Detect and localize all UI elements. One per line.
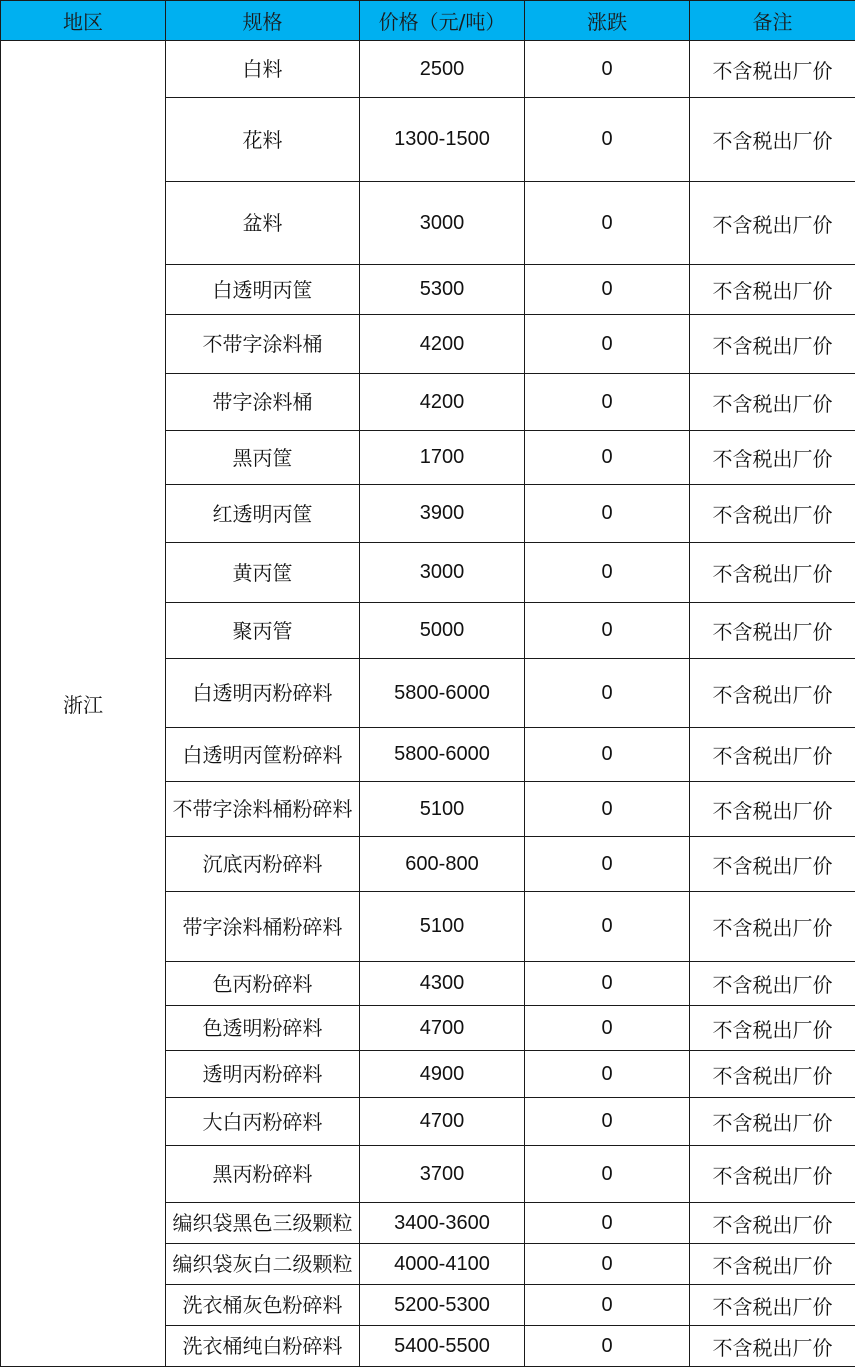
header-change: 涨跌 — [525, 1, 690, 41]
note-cell: 不含税出厂价 — [690, 728, 855, 782]
spec-cell: 白透明丙筐 — [166, 265, 360, 315]
price-cell: 4700 — [360, 1006, 525, 1051]
price-cell: 5200-5300 — [360, 1285, 525, 1326]
change-cell: 0 — [525, 41, 690, 98]
change-cell: 0 — [525, 1146, 690, 1203]
note-cell: 不含税出厂价 — [690, 1098, 855, 1146]
change-cell: 0 — [525, 485, 690, 543]
spec-cell: 不带字涂料桶粉碎料 — [166, 782, 360, 837]
spec-cell: 编织袋黑色三级颗粒 — [166, 1203, 360, 1244]
price-cell: 5100 — [360, 892, 525, 962]
change-cell: 0 — [525, 431, 690, 485]
note-cell: 不含税出厂价 — [690, 315, 855, 374]
region-cell: 浙江 — [1, 41, 166, 1367]
spec-cell: 黄丙筐 — [166, 543, 360, 603]
price-cell: 4200 — [360, 374, 525, 431]
change-cell: 0 — [525, 962, 690, 1006]
spec-cell: 白透明丙筐粉碎料 — [166, 728, 360, 782]
change-cell: 0 — [525, 98, 690, 182]
change-cell: 0 — [525, 182, 690, 265]
note-cell: 不含税出厂价 — [690, 431, 855, 485]
change-cell: 0 — [525, 315, 690, 374]
note-cell: 不含税出厂价 — [690, 485, 855, 543]
spec-cell: 黑丙粉碎料 — [166, 1146, 360, 1203]
note-cell: 不含税出厂价 — [690, 1203, 855, 1244]
change-cell: 0 — [525, 1285, 690, 1326]
spec-cell: 红透明丙筐 — [166, 485, 360, 543]
note-cell: 不含税出厂价 — [690, 1051, 855, 1098]
price-cell: 3700 — [360, 1146, 525, 1203]
price-cell: 5800-6000 — [360, 728, 525, 782]
spec-cell: 白料 — [166, 41, 360, 98]
spec-cell: 色透明粉碎料 — [166, 1006, 360, 1051]
change-cell: 0 — [525, 374, 690, 431]
price-cell: 600-800 — [360, 837, 525, 892]
spec-cell: 沉底丙粉碎料 — [166, 837, 360, 892]
spec-cell: 洗衣桶灰色粉碎料 — [166, 1285, 360, 1326]
change-cell: 0 — [525, 1326, 690, 1367]
header-spec: 规格 — [166, 1, 360, 41]
note-cell: 不含税出厂价 — [690, 265, 855, 315]
note-cell: 不含税出厂价 — [690, 374, 855, 431]
table-row — [1, 41, 855, 98]
note-cell: 不含税出厂价 — [690, 782, 855, 837]
spec-cell: 聚丙管 — [166, 603, 360, 659]
price-cell: 1300-1500 — [360, 98, 525, 182]
note-cell: 不含税出厂价 — [690, 1146, 855, 1203]
change-cell: 0 — [525, 782, 690, 837]
spec-cell: 色丙粉碎料 — [166, 962, 360, 1006]
spec-cell: 不带字涂料桶 — [166, 315, 360, 374]
change-cell: 0 — [525, 837, 690, 892]
price-cell: 5800-6000 — [360, 659, 525, 728]
note-cell: 不含税出厂价 — [690, 659, 855, 728]
header-price: 价格（元/吨） — [360, 1, 525, 41]
note-cell: 不含税出厂价 — [690, 962, 855, 1006]
change-cell: 0 — [525, 892, 690, 962]
spec-cell: 盆料 — [166, 182, 360, 265]
change-cell: 0 — [525, 543, 690, 603]
change-cell: 0 — [525, 659, 690, 728]
note-cell: 不含税出厂价 — [690, 1006, 855, 1051]
note-cell: 不含税出厂价 — [690, 1244, 855, 1285]
note-cell: 不含税出厂价 — [690, 98, 855, 182]
price-cell: 3400-3600 — [360, 1203, 525, 1244]
spec-cell: 洗衣桶纯白粉碎料 — [166, 1326, 360, 1367]
note-cell: 不含税出厂价 — [690, 41, 855, 98]
change-cell: 0 — [525, 603, 690, 659]
price-cell: 4700 — [360, 1098, 525, 1146]
note-cell: 不含税出厂价 — [690, 182, 855, 265]
spec-cell: 白透明丙粉碎料 — [166, 659, 360, 728]
note-cell: 不含税出厂价 — [690, 543, 855, 603]
change-cell: 0 — [525, 1051, 690, 1098]
price-cell: 3900 — [360, 485, 525, 543]
price-cell: 5300 — [360, 265, 525, 315]
price-cell: 4200 — [360, 315, 525, 374]
spec-cell: 大白丙粉碎料 — [166, 1098, 360, 1146]
change-cell: 0 — [525, 728, 690, 782]
price-cell: 4000-4100 — [360, 1244, 525, 1285]
note-cell: 不含税出厂价 — [690, 837, 855, 892]
header-region: 地区 — [1, 1, 166, 41]
change-cell: 0 — [525, 1203, 690, 1244]
change-cell: 0 — [525, 1244, 690, 1285]
price-cell: 3000 — [360, 543, 525, 603]
change-cell: 0 — [525, 1006, 690, 1051]
change-cell: 0 — [525, 1098, 690, 1146]
note-cell: 不含税出厂价 — [690, 603, 855, 659]
price-cell: 4300 — [360, 962, 525, 1006]
spec-cell: 编织袋灰白二级颗粒 — [166, 1244, 360, 1285]
spec-cell: 黑丙筐 — [166, 431, 360, 485]
price-cell: 5400-5500 — [360, 1326, 525, 1367]
price-cell: 4900 — [360, 1051, 525, 1098]
price-cell: 5100 — [360, 782, 525, 837]
spec-cell: 花料 — [166, 98, 360, 182]
header-note: 备注 — [690, 1, 855, 41]
change-cell: 0 — [525, 265, 690, 315]
table-body — [1, 41, 855, 1367]
price-cell: 3000 — [360, 182, 525, 265]
note-cell: 不含税出厂价 — [690, 1326, 855, 1367]
spec-cell: 带字涂料桶粉碎料 — [166, 892, 360, 962]
spec-cell: 透明丙粉碎料 — [166, 1051, 360, 1098]
price-cell: 1700 — [360, 431, 525, 485]
price-cell: 5000 — [360, 603, 525, 659]
spec-cell: 带字涂料桶 — [166, 374, 360, 431]
price-cell: 2500 — [360, 41, 525, 98]
note-cell: 不含税出厂价 — [690, 892, 855, 962]
note-cell: 不含税出厂价 — [690, 1285, 855, 1326]
header-row — [1, 1, 855, 41]
